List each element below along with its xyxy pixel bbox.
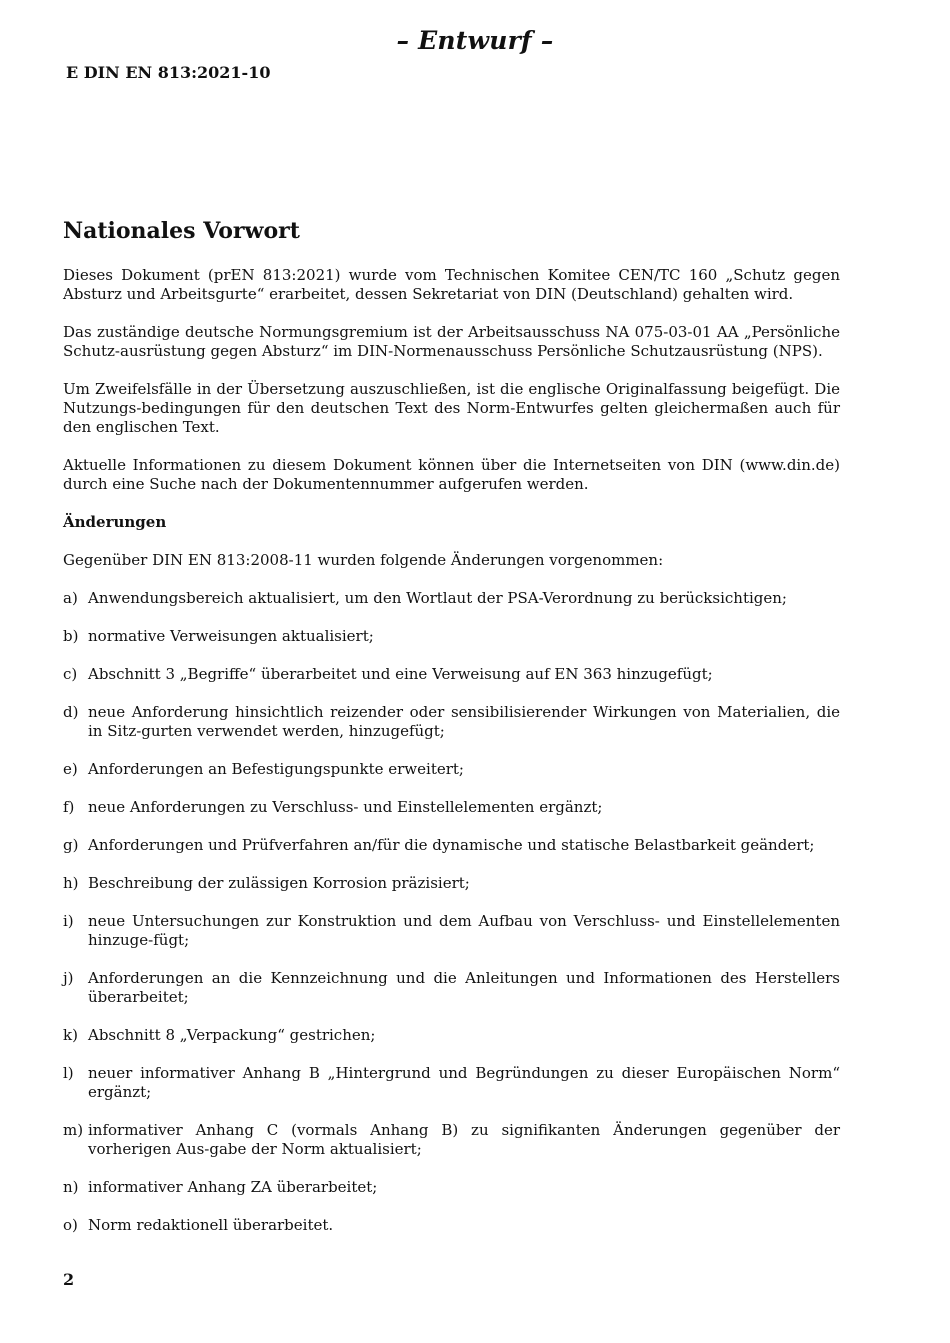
list-item	[63, 627, 840, 646]
list-item-text: Beschreibung der zulässigen Korrosion präzisiert;	[88, 874, 470, 892]
list-marker: n)	[63, 1178, 79, 1196]
list-item-text: neue Untersuchungen zur Konstruktion und dem Aufbau von Verschluss- und Einstellelementen hinzuge-fügt;	[88, 912, 840, 949]
list-item-text: normative Verweisungen aktualisiert;	[88, 627, 374, 645]
list-item-text: informativer Anhang ZA überarbeitet;	[88, 1178, 378, 1196]
list-item	[63, 703, 840, 741]
list-marker: e)	[63, 760, 78, 778]
draft-mark: – Entwurf –	[396, 26, 554, 55]
list-marker: d)	[63, 703, 79, 721]
list-item-text: Norm redaktionell überarbeitet.	[88, 1216, 334, 1234]
paragraph: Das zuständige deutsche Normungsgremium ist der Arbeitsausschuss NA 075-03-01 AA „Persönliche Schutz-ausrüstung gegen Absturz“ im DIN-Normenausschuss Persönliche Schutzausrüstung (NPS).	[63, 323, 840, 360]
list-marker: o)	[63, 1216, 78, 1234]
changes-intro: Gegenüber DIN EN 813:2008-11 wurden folgende Änderungen vorgenommen:	[63, 551, 664, 569]
list-marker: a)	[63, 589, 78, 607]
paragraph: Dieses Dokument (prEN 813:2021) wurde vom Technischen Komitee CEN/TC 160 „Schutz gegen Absturz und Arbeitsgurte“ erarbeitet, dessen Sekretariat von DIN (Deutschland) gehalten wird.	[63, 266, 840, 303]
list-item	[63, 969, 840, 1007]
list-item	[63, 665, 840, 684]
list-item	[63, 1064, 840, 1102]
list-marker: i)	[63, 912, 74, 930]
list-item	[63, 1026, 840, 1045]
list-item-text: Abschnitt 3 „Begriffe“ überarbeitet und eine Verweisung auf EN 363 hinzugefügt;	[88, 665, 713, 683]
list-item-text: neue Anforderungen zu Verschluss- und Einstellelementen ergänzt;	[88, 798, 603, 816]
list-item-text: Abschnitt 8 „Verpackung“ gestrichen;	[88, 1026, 376, 1044]
list-item	[63, 1216, 840, 1235]
list-item	[63, 589, 840, 608]
list-item	[63, 912, 840, 950]
list-item-text: Anforderungen an Befestigungspunkte erweitert;	[88, 760, 464, 778]
document-id: E DIN EN 813:2021-10	[66, 63, 271, 82]
page-number: 2	[63, 1270, 75, 1289]
list-item	[63, 760, 840, 779]
page-content	[63, 217, 840, 1254]
list-marker: b)	[63, 627, 79, 645]
list-item-text: informativer Anhang C (vormals Anhang B) zu signifikanten Änderungen gegenüber der vorherigen Aus-gabe der Norm aktualisiert;	[88, 1121, 840, 1158]
list-item-text: Anforderungen und Prüfverfahren an/für die dynamische und statische Belastbarkeit geändert;	[88, 836, 815, 854]
list-item	[63, 1121, 840, 1159]
list-marker: g)	[63, 836, 79, 854]
list-item	[63, 836, 840, 855]
paragraph: Aktuelle Informationen zu diesem Dokument können über die Internetseiten von DIN (www.din.de) durch eine Suche nach der Dokumentennummer aufgerufen werden.	[63, 456, 840, 493]
list-marker: f)	[63, 798, 75, 816]
changes-heading: Änderungen	[63, 513, 167, 531]
changes-list	[63, 589, 840, 1235]
list-marker: m)	[63, 1121, 84, 1139]
list-item-text: Anwendungsbereich aktualisiert, um den Wortlaut der PSA-Verordnung zu berücksichtigen;	[88, 589, 787, 607]
section-title: Nationales Vorwort	[63, 218, 300, 244]
paragraph: Um Zweifelsfälle in der Übersetzung auszuschließen, ist die englische Originalfassung beigefügt. Die Nutzungs-bedingungen für den deutschen Text des Norm-Entwurfes gelten gleichermaßen auch für den englischen Text.	[63, 380, 840, 436]
list-marker: l)	[63, 1064, 74, 1082]
list-item	[63, 1178, 840, 1197]
list-item-text: neue Anforderung hinsichtlich reizender oder sensibilisierender Wirkungen von Materialien, die in Sitz-gurten verwendet werden, hinzugefügt;	[88, 703, 840, 740]
list-item	[63, 798, 840, 817]
list-marker: h)	[63, 874, 79, 892]
list-item	[63, 874, 840, 893]
list-marker: k)	[63, 1026, 78, 1044]
list-item-text: Anforderungen an die Kennzeichnung und die Anleitungen und Informationen des Herstellers überarbeitet;	[88, 969, 840, 1006]
list-marker: c)	[63, 665, 78, 683]
list-marker: j)	[63, 969, 74, 987]
list-item-text: neuer informativer Anhang B „Hintergrund und Begründungen zu dieser Europäischen Norm“ ergänzt;	[88, 1064, 840, 1101]
